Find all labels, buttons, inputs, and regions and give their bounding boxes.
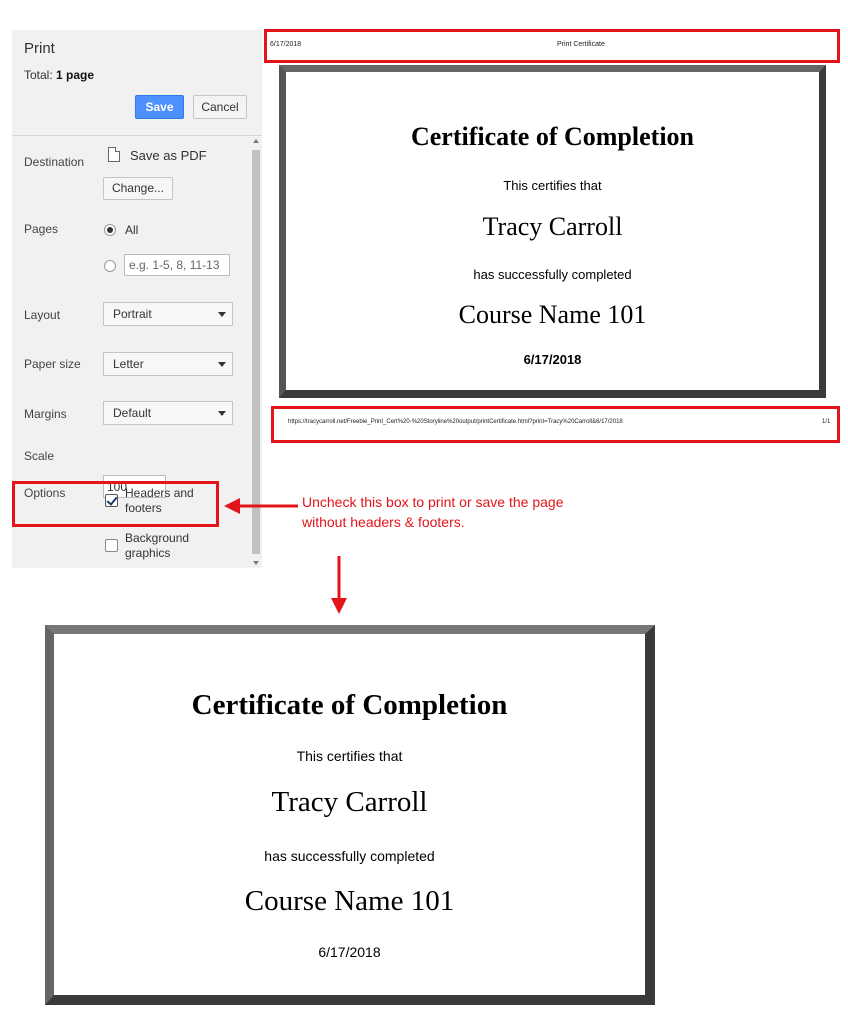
- total-label: Total:: [24, 68, 57, 82]
- certificate-course: Course Name 101: [244, 885, 455, 917]
- pages-all-radio[interactable]: [104, 224, 116, 236]
- background-graphics-checkbox[interactable]: [105, 539, 118, 552]
- preview-header-title: Print Certificate: [557, 41, 605, 48]
- preview-footer-page: 1/1: [822, 419, 831, 425]
- save-button[interactable]: Save: [135, 95, 184, 119]
- print-header: [12, 30, 262, 136]
- margins-select[interactable]: [103, 401, 233, 425]
- layout-select[interactable]: [103, 302, 233, 326]
- options-label: Options: [24, 486, 66, 500]
- pages-all-label: All: [125, 223, 139, 237]
- scale-label: Scale: [24, 449, 55, 463]
- options-highlight-box: [12, 481, 219, 527]
- certificate-line1: This certifies that: [296, 748, 403, 764]
- change-destination-button[interactable]: Change...: [103, 177, 173, 200]
- certificate-preview-with-headers: [279, 65, 826, 398]
- certificate-recipient: Tracy Carroll: [482, 212, 623, 241]
- callout-text: Uncheck this box to print or save the page without headers & footers.: [302, 494, 564, 530]
- total-pages: [24, 68, 94, 82]
- destination-label: Destination: [24, 155, 85, 169]
- paper-size-label: Paper size: [24, 357, 81, 371]
- destination-value: Save as PDF: [130, 148, 207, 163]
- scroll-down-icon[interactable]: [253, 561, 259, 565]
- headers-footers-label: Headers and footers: [125, 486, 194, 515]
- certificate-date: 6/17/2018: [318, 944, 381, 960]
- preview-header-date: 6/17/2018: [270, 41, 302, 48]
- certificate-course: Course Name 101: [458, 300, 647, 329]
- certificate-date: 6/17/2018: [523, 352, 582, 367]
- left-arrow-icon: [222, 496, 300, 516]
- margins-label: Margins: [24, 407, 67, 421]
- chevron-down-icon: [218, 411, 226, 416]
- layout-label: Layout: [24, 308, 61, 322]
- pages-label: Pages: [24, 222, 59, 236]
- certificate-recipient: Tracy Carroll: [271, 786, 428, 818]
- certificate-line2: has successfully completed: [473, 267, 632, 282]
- chevron-down-icon: [218, 312, 226, 317]
- preview-footer-url: https://tracycarroll.net/Freebie_Print_Cert%20-%20Storyline%20output/printCertificate.html?print=Tracy%20Carroll&6/17/2018: [288, 419, 623, 425]
- certificate-title: Certificate of Completion: [410, 122, 695, 151]
- certificate-line2: has successfully completed: [264, 848, 435, 864]
- paper-size-select[interactable]: [103, 352, 233, 376]
- footer-highlight-box: [271, 406, 840, 443]
- background-graphics-label: Background graphics: [125, 531, 190, 560]
- header-highlight-box: [264, 29, 840, 63]
- pages-range-radio[interactable]: [104, 260, 116, 272]
- pages-range-input[interactable]: [124, 254, 230, 276]
- total-value: 1 page: [56, 68, 95, 82]
- certificate-without-headers: [45, 625, 655, 1005]
- scroll-thumb[interactable]: [252, 150, 260, 554]
- cancel-button[interactable]: Cancel: [193, 95, 247, 119]
- print-title: Print: [24, 40, 55, 57]
- scroll-up-icon[interactable]: [253, 139, 259, 143]
- document-icon: [108, 147, 120, 162]
- layout-value: Portrait: [113, 307, 152, 321]
- certificate-line1: This certifies that: [503, 178, 602, 193]
- margins-value: Default: [113, 406, 152, 420]
- down-arrow-icon: [329, 556, 349, 616]
- chevron-down-icon: [218, 362, 226, 367]
- paper-size-value: Letter: [113, 357, 144, 371]
- certificate-title: Certificate of Completion: [191, 689, 508, 721]
